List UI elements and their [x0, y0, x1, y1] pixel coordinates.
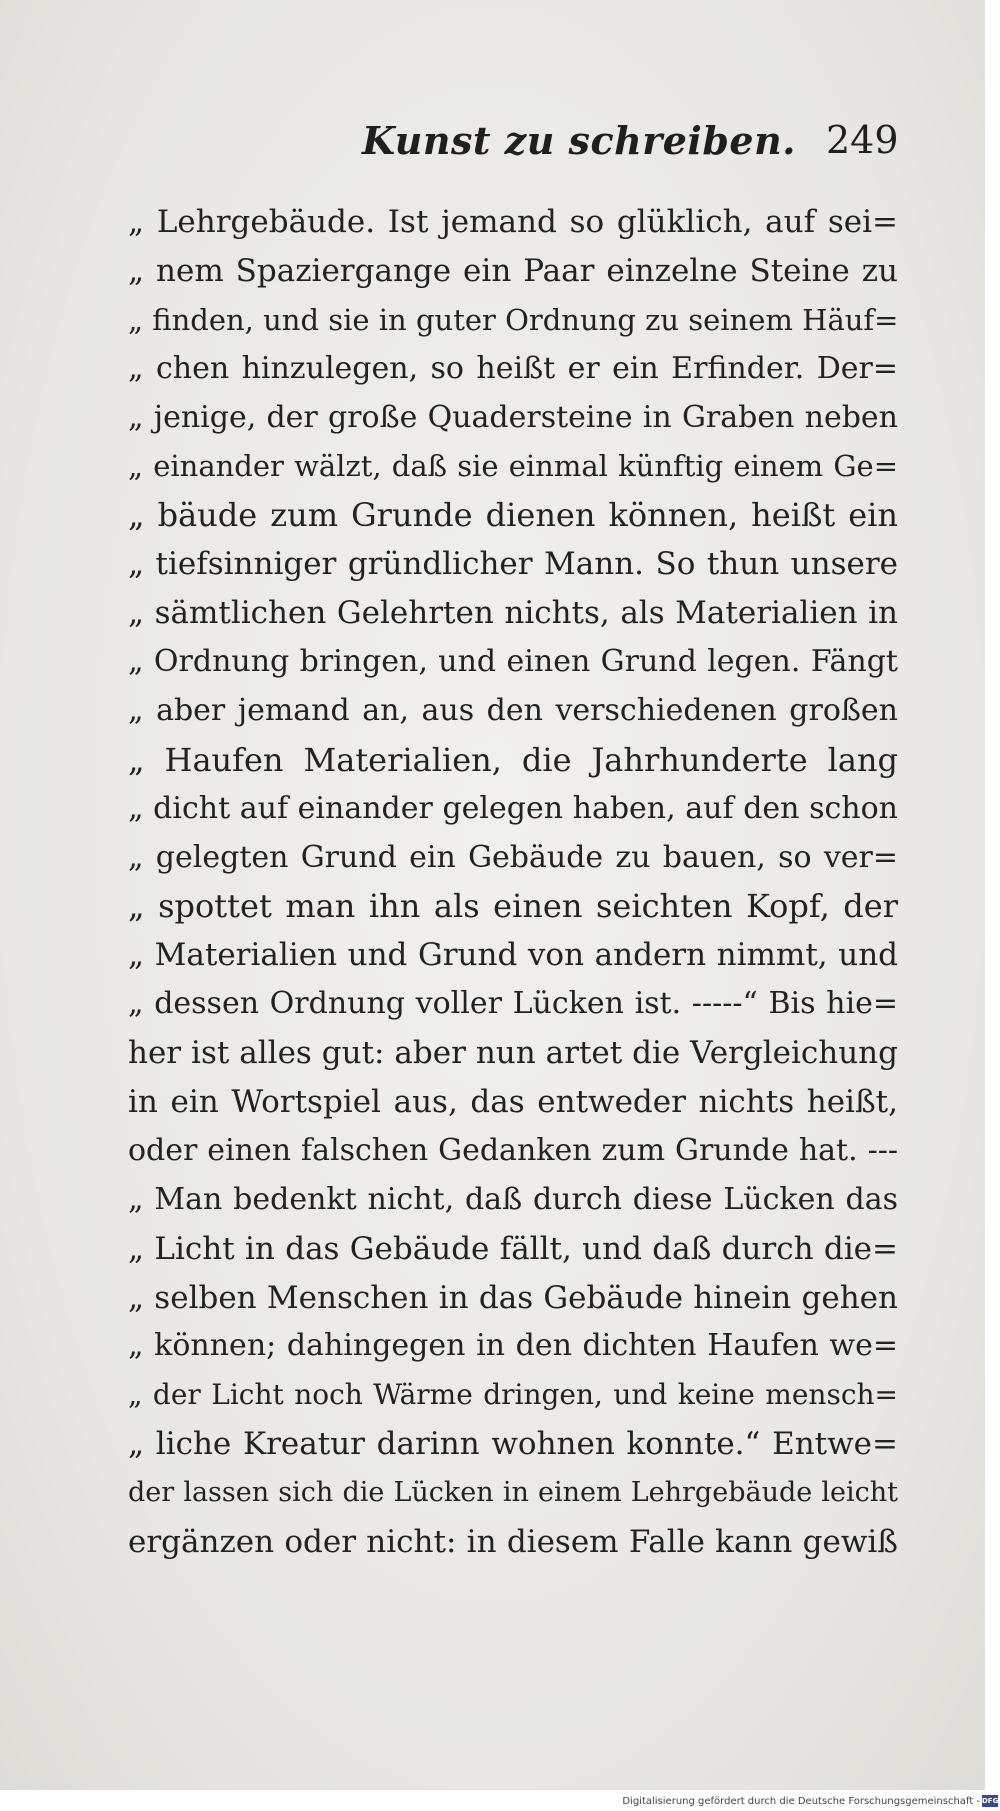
text-line: „ nem Spaziergange ein Paar einzelne Steine zu [128, 252, 898, 289]
text-line: „ spottet man ihn als einen seichten Kopf, der [128, 887, 898, 926]
text-line: „ einander wälzt, daß sie einmal künftig einem Ge= [128, 449, 898, 484]
text-line: „ Lehrgebäude. Ist jemand so glüklich, auf sei= [128, 204, 898, 240]
text-line: der lassen sich die Lücken in einem Lehrgebäude leicht [128, 1477, 898, 1509]
text-line: „ selben Menschen in das Gebäude hinein gehen [128, 1279, 898, 1316]
text-line: „ finden, und sie in guter Ordnung zu seinem Häuf= [128, 302, 899, 337]
scan-margin [985, 0, 1000, 1790]
text-line: „ der Licht noch Wärme dringen, und keine mensch= [128, 1378, 898, 1412]
text-line: „ Materialien und Grund von andern nimmt, und [128, 937, 898, 974]
text-line: „ sämtlichen Gelehrten nichts, als Materialien in [128, 595, 898, 632]
text-line: „ können; dahingegen in den dichten Haufen we= [128, 1328, 898, 1364]
text-line: „ Licht in das Gebäude fällt, und daß durch die= [128, 1230, 898, 1267]
text-line: „ tiefsinniger gründlicher Mann. So thun unsere [128, 546, 898, 583]
dfg-logo-icon: DFG [982, 1797, 999, 1805]
text-line: ergänzen oder nicht: in diesem Falle kann gewiß [128, 1524, 898, 1561]
text-line: „ Man bedenkt nicht, daß durch diese Lücken das [128, 1181, 898, 1217]
text-line: oder einen falschen Gedanken zum Grunde hat. --- [128, 1132, 898, 1168]
text-line: „ bäude zum Grunde dienen können, heißt ein [128, 496, 898, 535]
text-line: „ dicht auf einander gelegen haben, auf den schon [128, 790, 898, 826]
text-line: her ist alles gut: aber nun artet die Vergleichung [128, 1035, 898, 1072]
text-line: „ chen hinzulegen, so heißt er ein Erfinder. Der= [128, 350, 898, 386]
text-line: „ gelegten Grund ein Gebäude zu bauen, so ver= [128, 839, 898, 875]
text-line: „ jenige, der große Quadersteine in Graben neben [128, 399, 898, 435]
footer-credit: Digitalisierung gefördert durch die Deutsche Forschungsgemeinschaft - [622, 1796, 980, 1807]
text-line: „ Haufen Materialien, die Jahrhunderte lang [128, 740, 898, 779]
page-number: 249 [826, 118, 899, 162]
text-line: in ein Wortspiel aus, das entweder nichts heißt, [128, 1084, 898, 1121]
running-title: Kunst zu schreiben. [362, 118, 796, 163]
text-line: „ dessen Ordnung voller Lücken ist. -----“ Bis hie= [128, 986, 898, 1022]
text-line: „ aber jemand an, aus den verschiedenen großen [128, 692, 898, 728]
page-header [0, 118, 985, 178]
body-text [128, 198, 898, 1567]
text-line: „ Ordnung bringen, und einen Grund legen. Fängt [128, 644, 898, 680]
text-line: „ liche Kreatur darinn wohnen konnte.“ Entwe= [128, 1426, 898, 1463]
